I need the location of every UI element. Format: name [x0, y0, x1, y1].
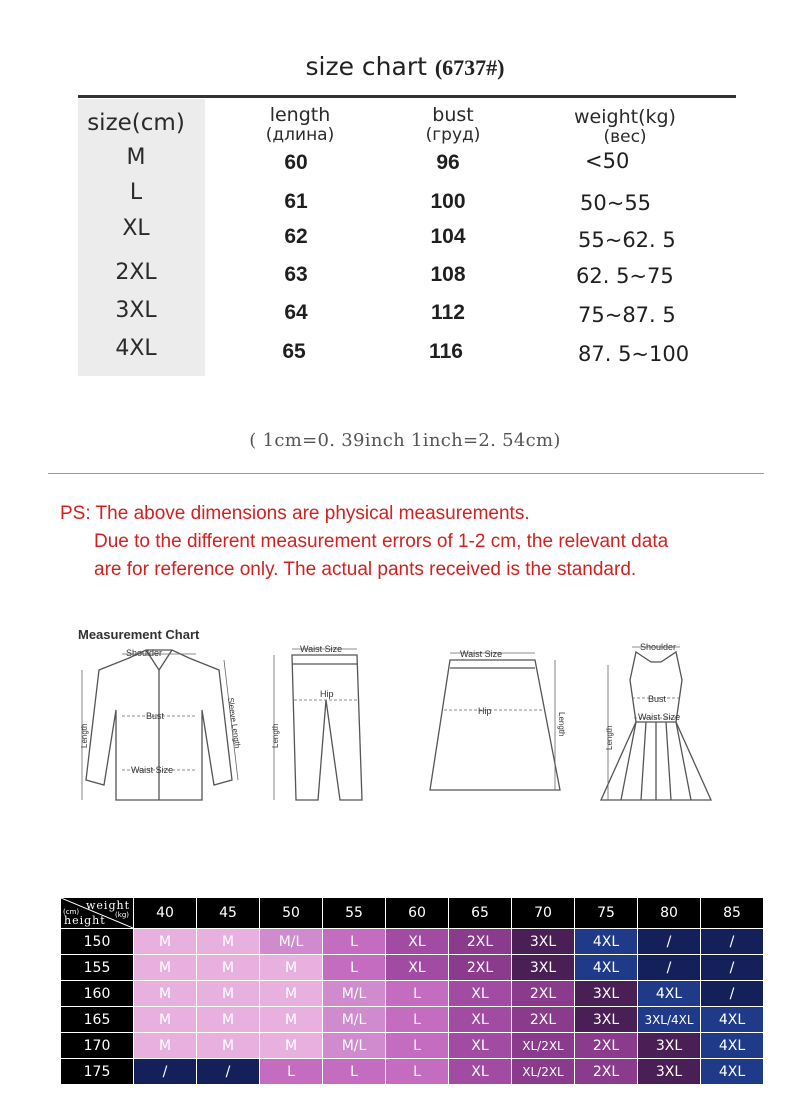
grid-size-cell: M	[134, 1033, 197, 1059]
grid-size-cell: L	[323, 929, 386, 955]
grid-size-cell: 4XL	[701, 1007, 764, 1033]
bust-value: 116	[429, 340, 463, 363]
title-divider	[78, 95, 736, 98]
grid-size-cell: 4XL	[575, 929, 638, 955]
grid-size-cell: L	[386, 1033, 449, 1059]
grid-row	[61, 1059, 764, 1085]
shirt-bust-label: Bust	[146, 711, 165, 721]
weight-value: 87. 5~100	[578, 342, 690, 366]
grid-size-cell: /	[701, 981, 764, 1007]
length-value: 63	[284, 263, 308, 286]
grid-size-cell: L	[386, 1059, 449, 1085]
length-value: 65	[282, 340, 306, 363]
grid-weight-header: 65	[449, 898, 512, 929]
grid-size-cell: 2XL	[512, 1007, 575, 1033]
grid-height-header: 155	[61, 955, 134, 981]
grid-size-cell: L	[323, 1059, 386, 1085]
grid-size-cell: M	[134, 955, 197, 981]
grid-weight-header: 40	[134, 898, 197, 929]
grid-size-cell: /	[701, 929, 764, 955]
weight-value: 55~62. 5	[578, 228, 676, 252]
grid-size-cell: M/L	[260, 929, 323, 955]
bust-header-label: bust	[432, 104, 474, 126]
grid-size-cell: 2XL	[449, 955, 512, 981]
unit-conversion: ( 1cm=0. 39inch 1inch=2. 54cm)	[249, 430, 561, 451]
grid-row	[61, 1007, 764, 1033]
weight-value: 75~87. 5	[578, 303, 676, 327]
grid-size-cell: M/L	[323, 1007, 386, 1033]
bust-header-sub: (груд)	[425, 125, 481, 145]
grid-corner-weight: weight	[86, 899, 130, 912]
grid-header-row	[61, 898, 764, 929]
product-code: (6737#)	[434, 55, 505, 80]
shirt-length-label: Length	[80, 723, 89, 748]
bust-value: 108	[430, 263, 466, 286]
skirt-waist-label: Waist Size	[460, 649, 503, 659]
grid-weight-header: 80	[638, 898, 701, 929]
size-header: size(cm)	[87, 110, 185, 136]
grid-weight-header: 75	[575, 898, 638, 929]
length-value: 64	[284, 301, 308, 324]
grid-size-cell: M	[260, 955, 323, 981]
pants-length-label: Length	[271, 723, 280, 748]
note-line-3: are for reference only. The actual pants received is the standard.	[94, 559, 637, 580]
grid-weight-header: 50	[260, 898, 323, 929]
grid-weight-header: 70	[512, 898, 575, 929]
grid-size-cell: XL	[449, 1007, 512, 1033]
grid-corner	[61, 898, 134, 929]
size-row-label: M	[126, 145, 146, 170]
dress-waist-label: Waist Size	[638, 712, 681, 722]
bust-value: 104	[430, 225, 466, 248]
bust-value: 100	[430, 190, 466, 213]
grid-size-cell: /	[134, 1059, 197, 1085]
shirt-shoulder-label: Shoulder	[126, 648, 163, 658]
conversion-divider	[48, 473, 764, 474]
size-row-label: 4XL	[115, 336, 157, 361]
dress-length-label: Length	[605, 725, 614, 750]
grid-size-cell: 3XL/4XL	[638, 1007, 701, 1033]
bust-value: 96	[436, 151, 460, 174]
grid-corner-height: height	[64, 914, 106, 927]
grid-size-cell: L	[386, 1007, 449, 1033]
grid-size-cell: M	[197, 1007, 260, 1033]
weight-value: <50	[585, 149, 630, 173]
skirt-hip-label: Hip	[478, 706, 492, 716]
grid-size-cell: XL	[449, 1059, 512, 1085]
measurement-chart-title: Measurement Chart	[78, 627, 200, 642]
grid-row	[61, 1033, 764, 1059]
grid-size-cell: L	[323, 955, 386, 981]
grid-size-cell: XL/2XL	[512, 1059, 575, 1085]
grid-size-cell: 3XL	[638, 1033, 701, 1059]
grid-height-header: 165	[61, 1007, 134, 1033]
grid-size-cell: M	[260, 1033, 323, 1059]
note-line-2: Due to the different measurement errors of 1-2 cm, the relevant data	[94, 531, 669, 552]
grid-size-cell: 4XL	[701, 1033, 764, 1059]
grid-row	[61, 981, 764, 1007]
grid-height-header: 170	[61, 1033, 134, 1059]
grid-weight-header: 85	[701, 898, 764, 929]
length-value: 62	[284, 225, 308, 248]
grid-corner-cm: (cm)	[63, 908, 80, 916]
pants-hip-label: Hip	[320, 689, 334, 699]
grid-size-cell: 3XL	[512, 929, 575, 955]
dress-shoulder-label: Shoulder	[640, 642, 677, 652]
grid-size-cell: XL	[386, 955, 449, 981]
dress-bust-label: Bust	[648, 694, 667, 704]
grid-size-cell: M	[197, 981, 260, 1007]
weight-header-label: weight(kg)	[574, 106, 676, 128]
skirt-diagram	[420, 640, 570, 810]
grid-size-cell: 3XL	[575, 981, 638, 1007]
grid-size-cell: 2XL	[575, 1033, 638, 1059]
skirt-length-label: Length	[557, 712, 566, 737]
shirt-waist-label: Waist Size	[131, 765, 174, 775]
grid-weight-header: 45	[197, 898, 260, 929]
bust-header	[403, 105, 503, 145]
grid-weight-header: 60	[386, 898, 449, 929]
grid-weight-header: 55	[323, 898, 386, 929]
grid-height-header: 160	[61, 981, 134, 1007]
weight-value: 50~55	[580, 191, 652, 215]
bust-value: 112	[431, 301, 465, 324]
grid-height-header: 150	[61, 929, 134, 955]
grid-size-cell: M	[134, 981, 197, 1007]
grid-size-cell: M	[134, 929, 197, 955]
chart-title-text: size chart	[305, 52, 435, 81]
grid-size-cell: 4XL	[575, 955, 638, 981]
size-row-label: 2XL	[115, 260, 157, 285]
grid-size-cell: M/L	[323, 1033, 386, 1059]
pants-waist-label: Waist Size	[300, 644, 343, 654]
grid-height-header: 175	[61, 1059, 134, 1085]
grid-size-cell: XL/2XL	[512, 1033, 575, 1059]
chart-title	[0, 52, 810, 81]
grid-size-cell: XL	[449, 981, 512, 1007]
grid-size-cell: 3XL	[512, 955, 575, 981]
weight-header	[560, 107, 690, 147]
grid-size-cell: 3XL	[638, 1059, 701, 1085]
shirt-sleeve-label: Sleeve Length	[226, 697, 243, 749]
grid-size-cell: 2XL	[449, 929, 512, 955]
grid-size-cell: 2XL	[512, 981, 575, 1007]
grid-size-cell: M	[134, 1007, 197, 1033]
grid-size-cell: M	[260, 981, 323, 1007]
grid-size-cell: /	[197, 1059, 260, 1085]
note-line-1: PS: The above dimensions are physical measurements.	[60, 503, 530, 524]
height-weight-size-grid	[60, 897, 764, 1085]
grid-size-cell: M	[260, 1007, 323, 1033]
grid-size-cell: /	[701, 955, 764, 981]
size-row-label: 3XL	[115, 298, 157, 323]
size-row-label: XL	[122, 216, 150, 241]
grid-size-cell: 2XL	[575, 1059, 638, 1085]
grid-size-cell: 4XL	[638, 981, 701, 1007]
length-header-sub: (длина)	[265, 125, 335, 145]
grid-size-cell: /	[638, 929, 701, 955]
dress-diagram	[596, 640, 716, 810]
pants-diagram	[262, 640, 372, 810]
length-header	[250, 105, 350, 145]
grid-size-cell: /	[638, 955, 701, 981]
grid-row	[61, 955, 764, 981]
weight-value: 62. 5~75	[576, 264, 674, 288]
length-value: 61	[284, 190, 308, 213]
grid-corner-kg: (kg)	[115, 911, 129, 919]
grid-row	[61, 929, 764, 955]
grid-size-cell: L	[260, 1059, 323, 1085]
grid-size-cell: XL	[386, 929, 449, 955]
grid-size-cell: 3XL	[575, 1007, 638, 1033]
weight-header-sub: (вес)	[603, 127, 647, 147]
grid-size-cell: 4XL	[701, 1059, 764, 1085]
grid-size-cell: M	[197, 955, 260, 981]
grid-size-cell: L	[386, 981, 449, 1007]
shirt-diagram	[74, 640, 244, 810]
grid-size-cell: M	[197, 929, 260, 955]
grid-size-cell: M	[197, 1033, 260, 1059]
length-header-label: length	[269, 104, 331, 126]
grid-size-cell: XL	[449, 1033, 512, 1059]
length-value: 60	[284, 151, 308, 174]
grid-size-cell: M/L	[323, 981, 386, 1007]
size-row-label: L	[129, 180, 143, 205]
